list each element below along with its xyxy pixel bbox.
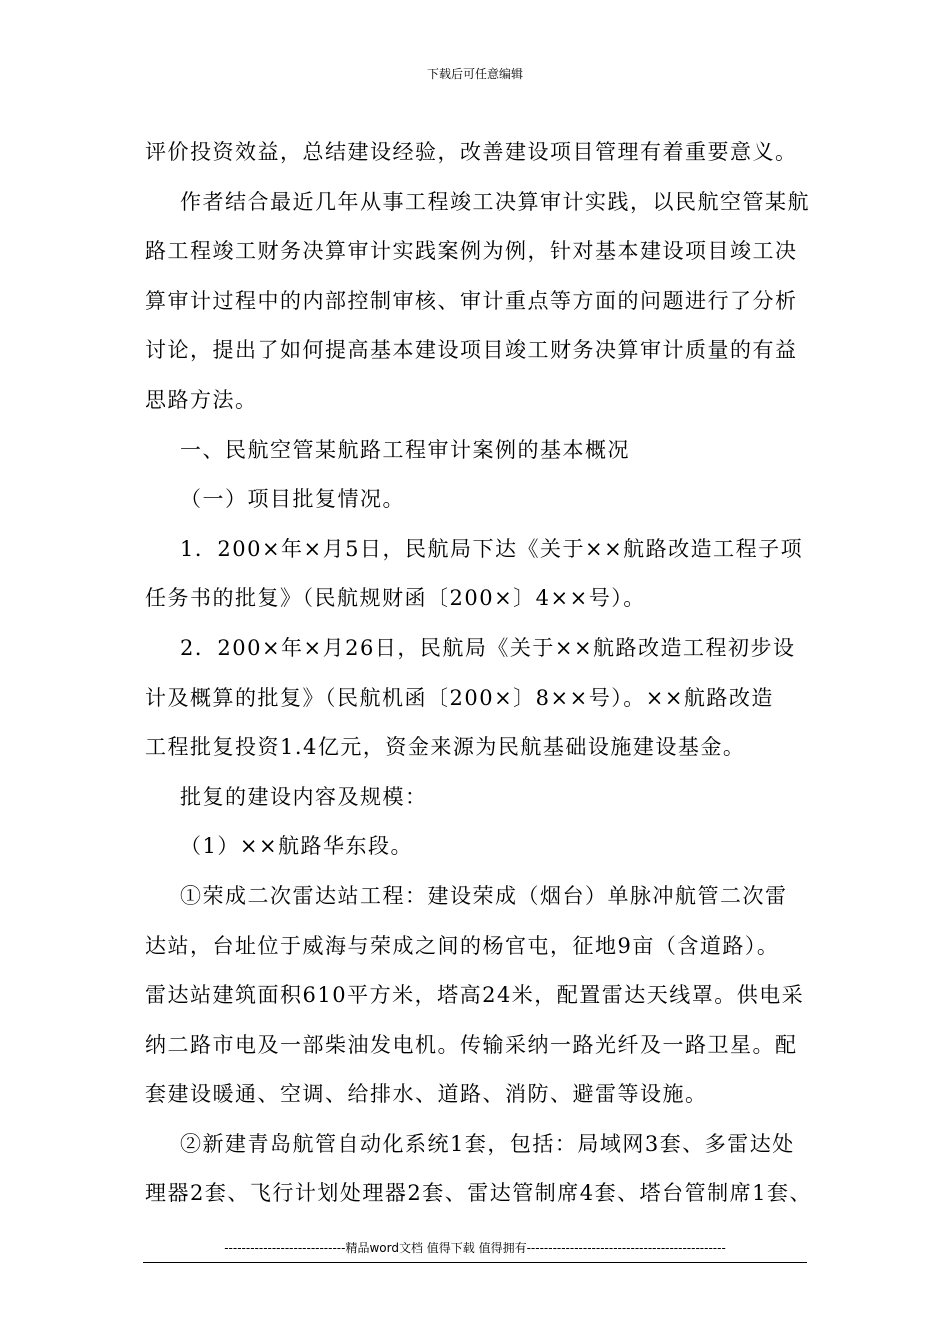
body-line-20: 套建设暖通、空调、给排水、道路、消防、避雷等设施。 <box>145 1082 708 1107</box>
body-line-12: 计及概算的批复》（民航机函〔200×〕8××号）。××航路改造 <box>145 685 774 710</box>
page-header: 下载后可任意编辑 <box>426 67 523 81</box>
body-line-5: 讨论，提出了如何提高基本建设项目竣工财务决算审计质量的有益 <box>145 338 798 363</box>
body-line-14: 批复的建设内容及规模： <box>180 784 428 809</box>
body-line-3: 路工程竣工财务决算审计实践案例为例，针对基本建设项目竣工决 <box>145 239 798 264</box>
body-line-18: 雷达站建筑面积610平方米，塔高24米，配置雷达天线罩。供电采 <box>145 983 805 1008</box>
page-footer: ----------------------------精品word文档 值得下载 值得拥有---------------------------------------------- <box>224 1241 726 1255</box>
footer-divider <box>143 1262 807 1263</box>
body-line-13: 工程批复投资1.4亿元，资金来源为民航基础设施建设基金。 <box>145 735 746 760</box>
body-line-10: 任务书的批复》（民航规财函〔200×〕4××号）。 <box>145 586 646 611</box>
body-line-22: 理器2套、飞行计划处理器2套、雷达管制席4套、塔台管制席1套、 <box>145 1181 812 1206</box>
section-heading: 一、民航空管某航路工程审计案例的基本概况 <box>180 437 630 462</box>
body-line-9: 1．200×年×月5日，民航局下达《关于××航路改造工程子项 <box>180 536 804 561</box>
body-line-4: 算审计过程中的内部控制审核、审计重点等方面的问题进行了分析 <box>145 288 798 313</box>
body-line-17: 达站，台址位于威海与荣成之间的杨官屯，征地9亩（含道路）。 <box>145 933 780 958</box>
body-line-11: 2．200×年×月26日，民航局《关于××航路改造工程初步设 <box>180 635 796 660</box>
subsection-heading: （一）项目批复情况。 <box>180 487 405 512</box>
body-line-15: （1）××航路华东段。 <box>180 834 414 859</box>
body-line-1: 评价投资效益，总结建设经验，改善建设项目管理有着重要意义。 <box>145 140 798 164</box>
body-line-6: 思路方法。 <box>145 387 258 412</box>
body-line-21: ②新建青岛航管自动化系统1套，包括：局域网3套、多雷达处 <box>180 1131 795 1156</box>
body-line-2: 作者结合最近几年从事工程竣工决算审计实践，以民航空管某航 <box>180 189 810 214</box>
document-body <box>145 128 825 1219</box>
body-line-19: 纳二路市电及一部柴油发电机。传输采纳一路光纤及一路卫星。配 <box>145 1032 798 1057</box>
body-line-16: ①荣成二次雷达站工程：建设荣成（烟台）单脉冲航管二次雷 <box>180 883 788 908</box>
